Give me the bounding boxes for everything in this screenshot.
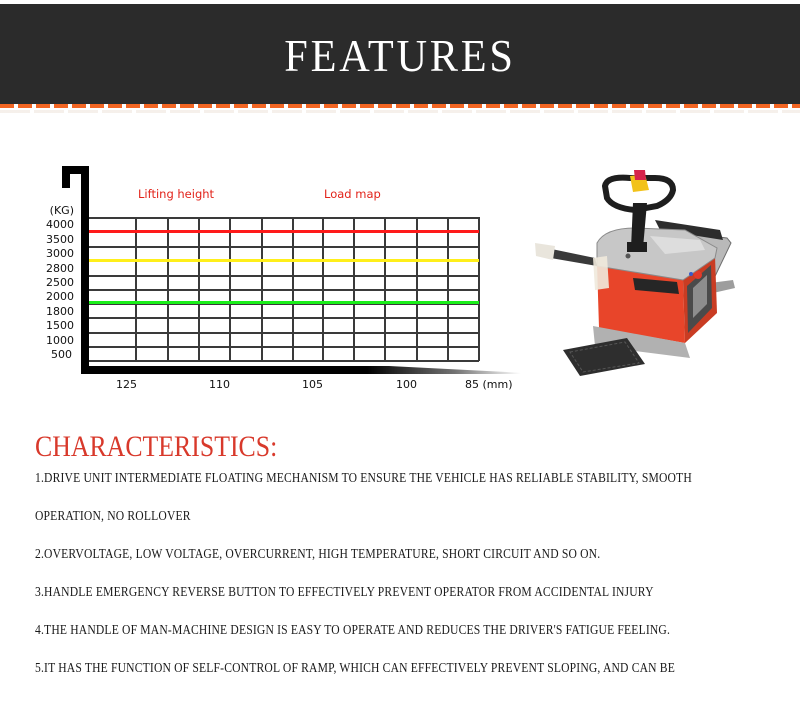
characteristic-line: OPERATION, NO ROLLOVER xyxy=(35,508,191,523)
characteristic-line: 5.IT HAS THE FUNCTION OF SELF-CONTROL OF RAMP, WHICH CAN EFFECTIVELY PREVENT SLOPING, AND CAN BE xyxy=(35,660,675,675)
yellow-capacity-line xyxy=(89,259,479,262)
characteristic-line: 2.OVERVOLTAGE, LOW VOLTAGE, OVERCURRENT, HIGH TEMPERATURE, SHORT CIRCUIT AND SO ON. xyxy=(35,546,601,561)
y-tick: 2000 xyxy=(46,290,74,303)
x-axis-bar xyxy=(81,366,521,374)
y-tick: 500 xyxy=(51,348,72,361)
y-tick: 3500 xyxy=(46,233,74,246)
x-tick: 105 xyxy=(302,378,323,391)
red-capacity-line xyxy=(89,230,479,233)
characteristic-line: 1.DRIVE UNIT INTERMEDIATE FLOATING MECHANISM TO ENSURE THE VEHICLE HAS RELIABLE STABILITY, SMOOTH xyxy=(35,470,692,485)
y-tick: 4000 xyxy=(46,218,74,231)
green-capacity-line xyxy=(89,301,479,304)
axis-hook-down xyxy=(62,166,70,188)
y-tick: 2800 xyxy=(46,262,74,275)
x-tick: 110 xyxy=(209,378,230,391)
pallet-truck-image xyxy=(535,168,740,378)
banner-title: FEATURES xyxy=(284,30,516,81)
y-axis-unit: (KG) xyxy=(49,204,74,217)
load-map-label: Load map xyxy=(324,187,381,201)
characteristic-line: 3.HANDLE EMERGENCY REVERSE BUTTON TO EFFECTIVELY PREVENT OPERATOR FROM ACCIDENTAL INJURY xyxy=(35,584,654,599)
load-map-chart xyxy=(0,0,520,400)
y-axis-bar xyxy=(81,166,89,373)
pallet-truck-icon xyxy=(535,168,740,378)
x-tick: 125 xyxy=(116,378,137,391)
y-tick: 1000 xyxy=(46,334,74,347)
lifting-height-label: Lifting height xyxy=(138,187,215,201)
y-tick: 1800 xyxy=(46,305,74,318)
x-tick: 100 xyxy=(396,378,417,391)
y-tick: 1500 xyxy=(46,319,74,332)
characteristic-line: 4.THE HANDLE OF MAN-MACHINE DESIGN IS EASY TO OPERATE AND REDUCES THE DRIVER'S FATIGUE FEELING. xyxy=(35,622,671,637)
chart-grid xyxy=(89,217,479,361)
y-tick: 2500 xyxy=(46,276,74,289)
y-tick: 3000 xyxy=(46,247,74,260)
characteristics-title: CHARACTERISTICS: xyxy=(35,430,278,463)
x-tick: 85 (mm) xyxy=(465,378,513,391)
